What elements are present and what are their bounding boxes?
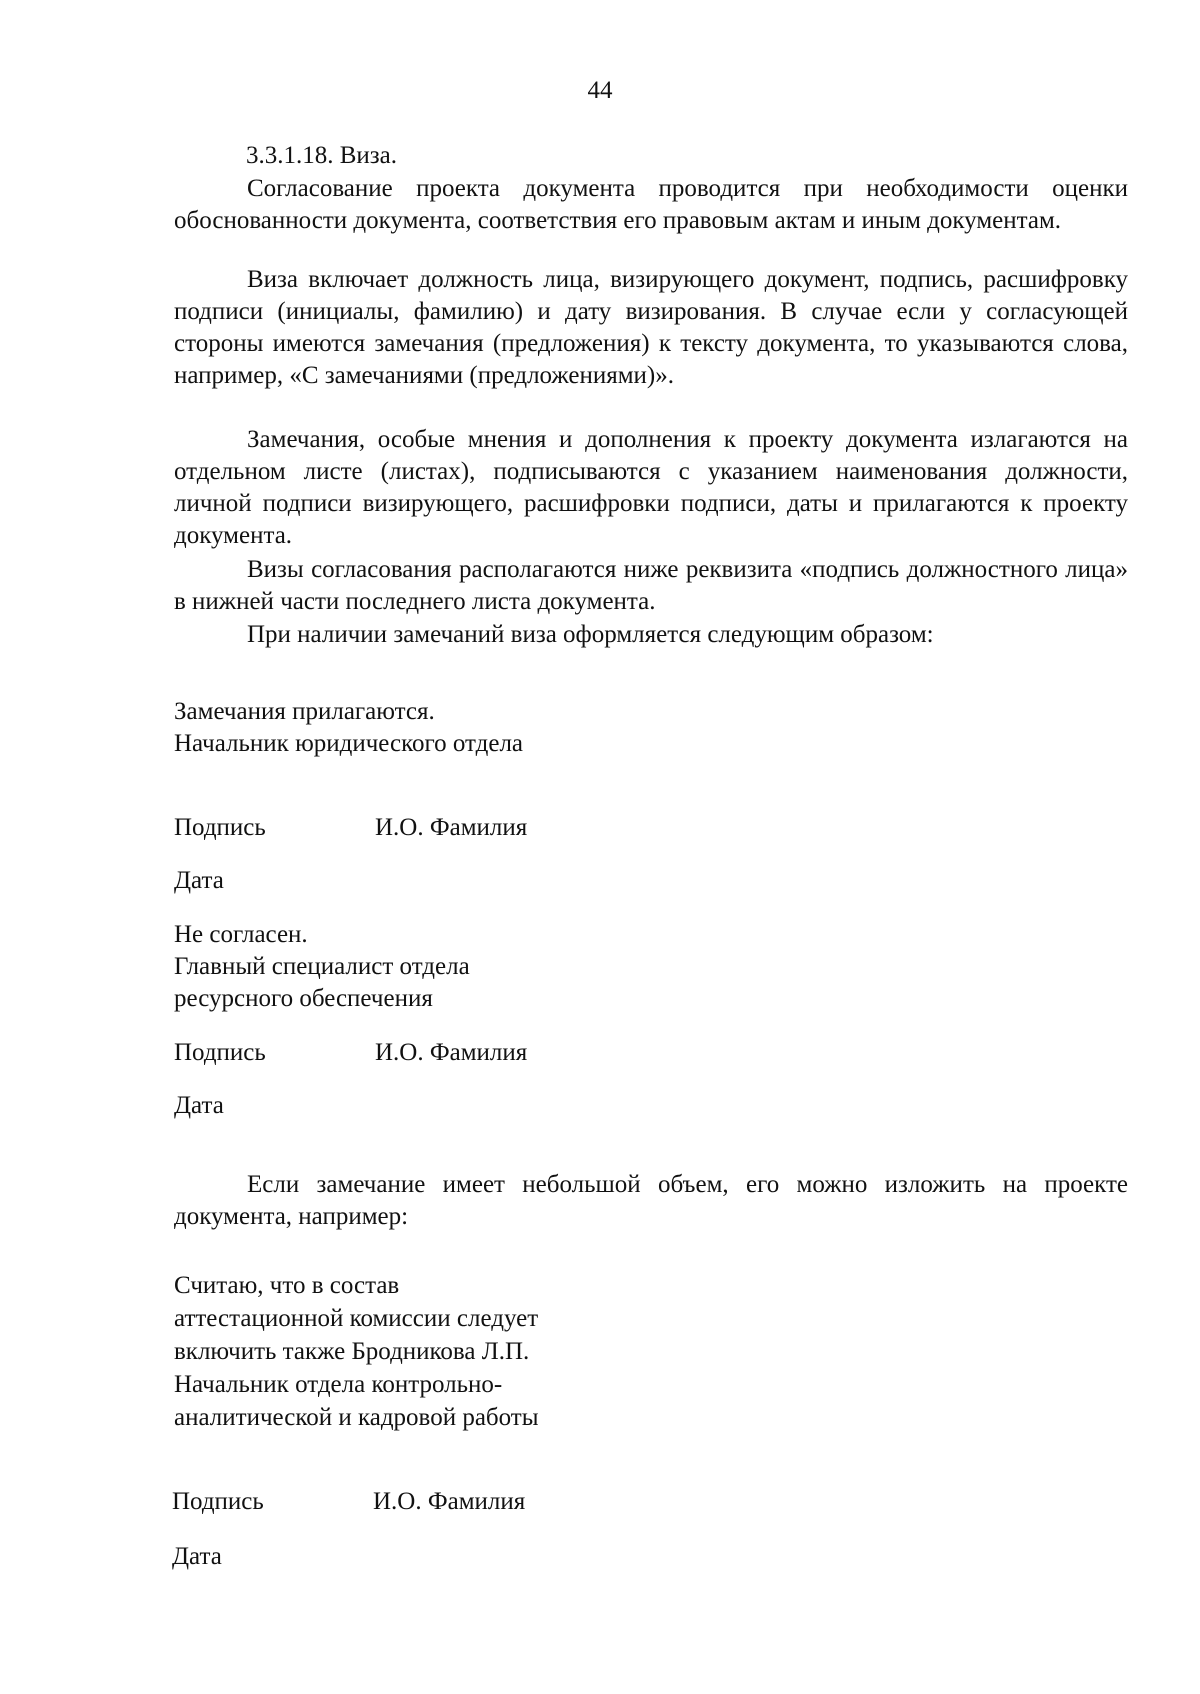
- example1-signature-label: Подпись: [174, 814, 266, 841]
- example2-line: Не согласен.: [174, 921, 308, 948]
- example2-date-label: Дата: [174, 1092, 224, 1119]
- section-heading: 3.3.1.18. Виза.: [246, 142, 398, 169]
- example2-name: И.О. Фамилия: [375, 1039, 528, 1066]
- example1-line: Начальник юридического отдела: [174, 730, 524, 757]
- example2-line: ресурсного обеспечения: [174, 985, 433, 1012]
- paragraph-visa-contents: Виза включает должность лица, визирующего документ, подпись, расшифровку подписи (инициалы, фамилию) и дату визирования. В случае если у согласующей стороны имеются замечания (предложения) к тексту документа, то указываются слова, например, «С замечаниями (предложениями)».: [174, 266, 1128, 389]
- example3-line: Считаю, что в состав: [174, 1272, 400, 1299]
- example3-line: Начальник отдела контрольно-: [174, 1371, 503, 1398]
- example1-name: И.О. Фамилия: [375, 814, 528, 841]
- example1-date-label: Дата: [174, 867, 224, 894]
- example3-line: аналитической и кадровой работы: [174, 1404, 539, 1431]
- example1-line: Замечания прилагаются.: [174, 698, 435, 725]
- paragraph-remarks: Замечания, особые мнения и дополнения к проекту документа излагаются на отдельном листе (листах), подписываются с указанием наименования должности, личной подписи визирующего, расшифровки подписи, даты и прилагаются к проекту документа.: [174, 426, 1128, 549]
- example3-line: включить также Бродникова Л.П.: [174, 1338, 530, 1365]
- page-number: 44: [587, 77, 613, 104]
- example3-signature-label: Подпись: [172, 1488, 264, 1515]
- example3-line: аттестационной комиссии следует: [174, 1305, 539, 1332]
- paragraph-approval: Согласование проекта документа проводится при необходимости оценки обоснованности документа, соответствия его правовым актам и иным документам.: [174, 175, 1128, 234]
- example2-line: Главный специалист отдела: [174, 953, 470, 980]
- paragraph-visa-format: При наличии замечаний виза оформляется следующим образом:: [247, 621, 934, 648]
- example2-signature-label: Подпись: [174, 1039, 266, 1066]
- paragraph-visa-placement: Визы согласования располагаются ниже реквизита «подпись должностного лица» в нижней части последнего листа документа.: [174, 556, 1128, 615]
- paragraph-small-remark: Если замечание имеет небольшой объем, его можно изложить на проекте документа, например:: [174, 1171, 1128, 1230]
- example3-name: И.О. Фамилия: [373, 1488, 526, 1515]
- example3-date-label: Дата: [172, 1543, 222, 1570]
